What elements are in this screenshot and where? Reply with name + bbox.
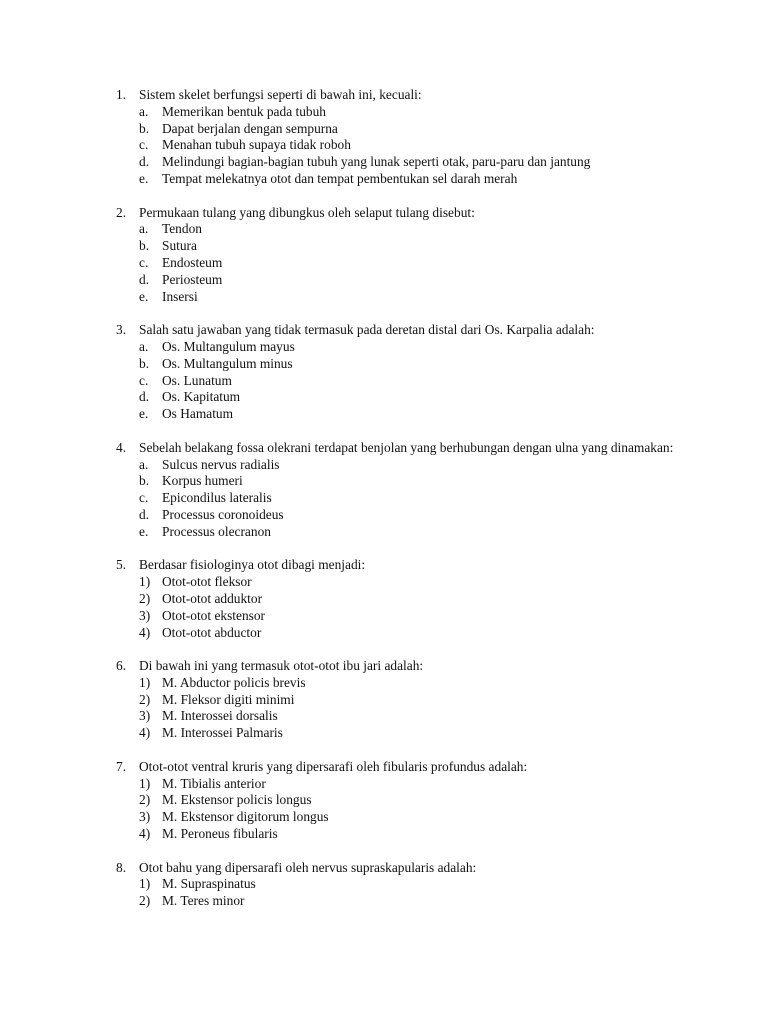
option-label: e.	[139, 406, 149, 422]
question-5	[0, 557, 768, 641]
option-label: e.	[139, 288, 149, 304]
option-text: M. Interossei Palmaris	[162, 725, 283, 741]
question-text: Otot bahu yang dipersarafi oleh nervus supraskapularis adalah:	[139, 859, 477, 875]
question-number: 3.	[116, 322, 127, 338]
option-text: Menahan tubuh supaya tidak roboh	[162, 137, 351, 153]
answer-option	[0, 457, 768, 474]
answer-option	[0, 473, 768, 490]
option-label: 4)	[139, 826, 151, 842]
answer-option	[0, 591, 768, 608]
option-label: 4)	[139, 624, 151, 640]
option-label: b.	[139, 120, 150, 136]
option-label: 2)	[139, 691, 151, 707]
question-2	[0, 205, 768, 306]
option-label: a.	[139, 456, 149, 472]
answer-option	[0, 154, 768, 171]
answer-option	[0, 356, 768, 373]
option-text: Memerikan bentuk pada tubuh	[162, 103, 326, 119]
answer-options	[0, 104, 768, 188]
answer-options	[0, 675, 768, 742]
option-label: 2)	[139, 792, 151, 808]
option-label: 3)	[139, 708, 151, 724]
option-text: Otot-otot adduktor	[162, 590, 263, 606]
question-number: 5.	[116, 557, 127, 573]
answer-option	[0, 389, 768, 406]
question-text: Sistem skelet berfungsi seperti di bawah ini, kecuali:	[139, 87, 422, 102]
option-text: M. Ekstensor policis longus	[162, 792, 312, 808]
question-number: 6.	[116, 658, 127, 674]
option-label: c.	[139, 372, 149, 388]
question-stem	[0, 557, 674, 574]
answer-option	[0, 221, 768, 238]
option-text: M. Fleksor digiti minimi	[162, 691, 295, 707]
answer-option	[0, 893, 768, 910]
answer-option	[0, 289, 768, 306]
answer-option	[0, 625, 768, 642]
answer-option	[0, 121, 768, 138]
question-1	[0, 87, 768, 188]
option-label: 3)	[139, 607, 151, 623]
option-text: Os. Kapitatum	[162, 389, 241, 405]
answer-option	[0, 826, 768, 843]
option-label: 1)	[139, 876, 151, 892]
option-text: Insersi	[162, 288, 198, 304]
answer-option	[0, 255, 768, 272]
option-label: 1)	[139, 674, 151, 690]
option-text: M. Peroneus fibularis	[162, 826, 278, 842]
option-text: Tendon	[162, 221, 202, 237]
question-stem	[0, 440, 674, 457]
option-text: Os. Multangulum mayus	[162, 338, 295, 354]
answer-options	[0, 457, 768, 541]
question-text: Di bawah ini yang termasuk otot-otot ibu jari adalah:	[139, 658, 424, 674]
answer-options	[0, 876, 768, 910]
option-text: M. Interossei dorsalis	[162, 708, 278, 724]
option-text: Tempat melekatnya otot dan tempat pembentukan sel darah merah	[162, 170, 518, 186]
option-text: Korpus humeri	[162, 473, 243, 489]
option-label: 1)	[139, 574, 151, 590]
answer-option	[0, 608, 768, 625]
answer-option	[0, 171, 768, 188]
option-label: d.	[139, 154, 150, 170]
answer-option	[0, 507, 768, 524]
option-label: d.	[139, 506, 150, 522]
question-stem	[0, 322, 674, 339]
answer-option	[0, 876, 768, 893]
answer-options	[0, 776, 768, 843]
option-text: Periosteum	[162, 271, 223, 287]
answer-option	[0, 792, 768, 809]
option-label: 3)	[139, 809, 151, 825]
question-8	[0, 860, 768, 910]
option-text: Sutura	[162, 238, 197, 254]
option-label: d.	[139, 271, 150, 287]
answer-option	[0, 574, 768, 591]
answer-option	[0, 776, 768, 793]
answer-option	[0, 137, 768, 154]
answer-option	[0, 339, 768, 356]
question-number: 8.	[116, 859, 127, 875]
answer-option	[0, 373, 768, 390]
answer-option	[0, 272, 768, 289]
option-text: Endosteum	[162, 254, 223, 270]
option-text: Otot-otot ekstensor	[162, 607, 266, 623]
option-label: b.	[139, 238, 150, 254]
option-label: e.	[139, 523, 149, 539]
question-number: 1.	[116, 87, 127, 102]
answer-option	[0, 524, 768, 541]
option-label: 2)	[139, 893, 151, 909]
option-text: Melindungi bagian-bagian tubuh yang lunak seperti otak, paru-paru dan jantung	[162, 154, 591, 170]
answer-option	[0, 809, 768, 826]
answer-options	[0, 339, 768, 423]
option-text: Os. Lunatum	[162, 372, 232, 388]
option-text: Processus coronoideus	[162, 506, 284, 522]
option-text: Epicondilus lateralis	[162, 490, 272, 506]
answer-option	[0, 490, 768, 507]
option-label: d.	[139, 389, 150, 405]
option-text: Processus olecranon	[162, 523, 271, 539]
option-label: 4)	[139, 725, 151, 741]
question-number: 7.	[116, 758, 127, 774]
question-6	[0, 658, 768, 742]
question-text: Berdasar fisiologinya otot dibagi menjadi:	[139, 557, 366, 573]
question-stem	[0, 759, 674, 776]
question-text: Otot-otot ventral kruris yang dipersarafi oleh fibularis profundus adalah:	[139, 758, 528, 774]
answer-options	[0, 574, 768, 641]
option-text: Dapat berjalan dengan sempurna	[162, 120, 338, 136]
option-label: c.	[139, 254, 149, 270]
option-label: b.	[139, 473, 150, 489]
option-text: Otot-otot abductor	[162, 624, 262, 640]
option-label: 1)	[139, 775, 151, 791]
option-label: a.	[139, 103, 149, 119]
option-label: c.	[139, 490, 149, 506]
question-number: 4.	[116, 439, 127, 455]
question-number: 2.	[116, 204, 127, 220]
option-label: a.	[139, 338, 149, 354]
answer-option	[0, 238, 768, 255]
question-7	[0, 759, 768, 843]
question-text: Salah satu jawaban yang tidak termasuk pada deretan distal dari Os. Karpalia adalah:	[139, 322, 595, 338]
option-text: Sulcus nervus radialis	[162, 456, 280, 472]
question-3	[0, 322, 768, 423]
answer-option	[0, 708, 768, 725]
option-label: c.	[139, 137, 149, 153]
question-text: Sebelah belakang fossa olekrani terdapat benjolan yang berhubungan dengan ulna yang dinamakan:	[139, 439, 674, 455]
option-text: M. Tibialis anterior	[162, 775, 266, 791]
option-label: 2)	[139, 590, 151, 606]
option-label: e.	[139, 170, 149, 186]
option-text: M. Teres minor	[162, 893, 245, 909]
option-text: M. Supraspinatus	[162, 876, 256, 892]
question-stem	[0, 205, 674, 222]
answer-options	[0, 221, 768, 305]
option-text: Os Hamatum	[162, 406, 234, 422]
option-text: Os. Multangulum minus	[162, 355, 293, 371]
option-text: Otot-otot fleksor	[162, 574, 252, 590]
question-stem	[0, 87, 674, 104]
option-text: M. Abductor policis brevis	[162, 674, 306, 690]
question-4	[0, 440, 768, 541]
document-page	[0, 87, 768, 927]
answer-option	[0, 692, 768, 709]
option-text: M. Ekstensor digitorum longus	[162, 809, 329, 825]
answer-option	[0, 104, 768, 121]
option-label: a.	[139, 221, 149, 237]
answer-option	[0, 406, 768, 423]
question-stem	[0, 658, 674, 675]
question-stem	[0, 860, 674, 877]
question-text: Permukaan tulang yang dibungkus oleh selaput tulang disebut:	[139, 204, 475, 220]
answer-option	[0, 675, 768, 692]
answer-option	[0, 725, 768, 742]
option-label: b.	[139, 355, 150, 371]
